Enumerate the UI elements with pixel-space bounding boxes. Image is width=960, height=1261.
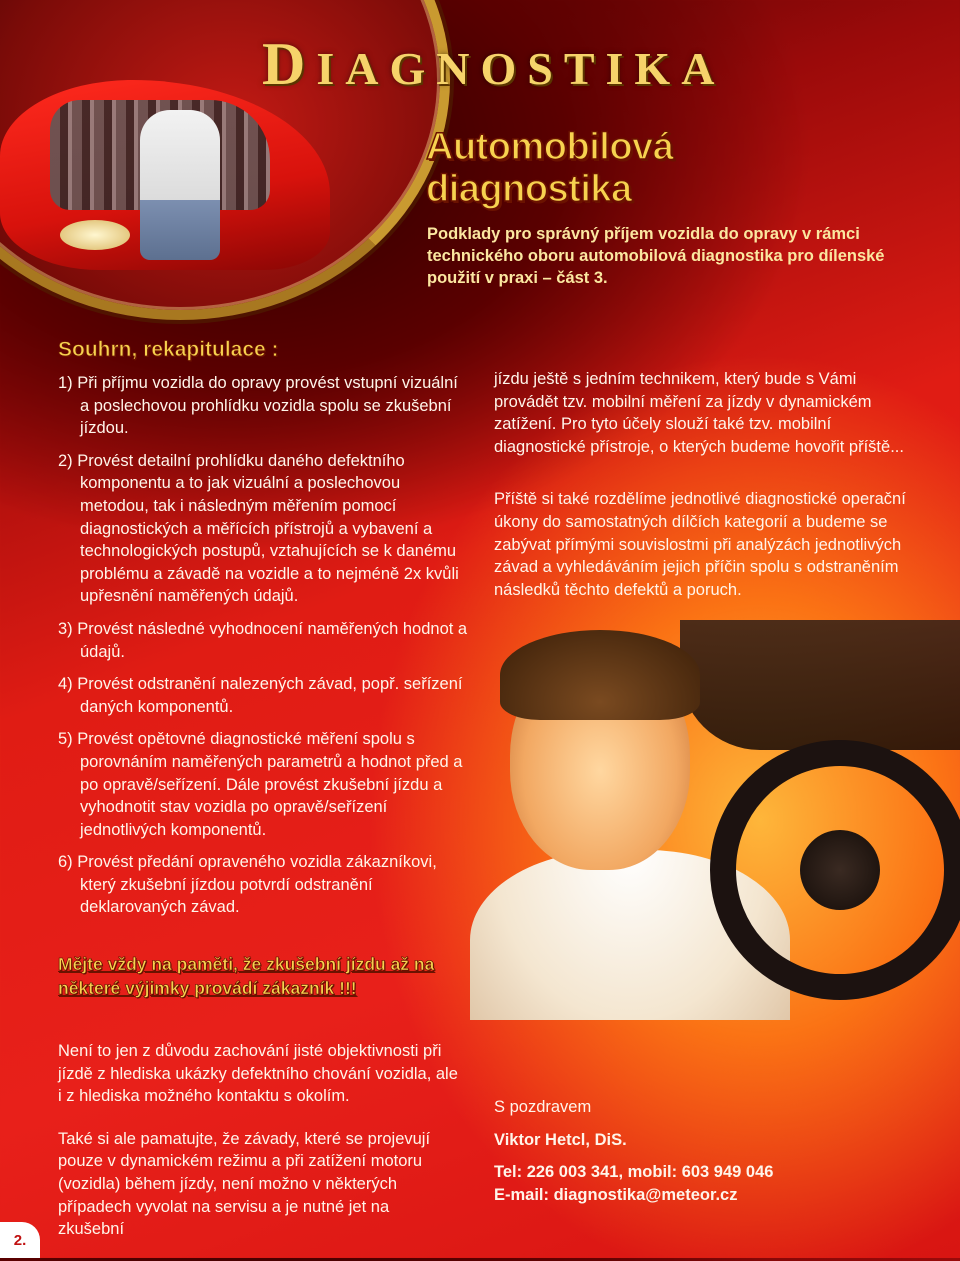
mechanic-figure — [140, 110, 220, 260]
headlight-graphic — [60, 220, 130, 250]
warning-note: Mějte vždy na paměti, že zkušební jízdu až na některé výjimky provádí zákazník !!! — [58, 954, 435, 998]
bottom-paragraph: Není to jen z důvodu zachování jisté objektivnosti při jízdě z hlediska ukázky defektního chování vozidla, ale i z hlediska možného kontaktu s okolím. — [58, 1042, 458, 1106]
right-column — [494, 368, 914, 631]
summary-item: 3) Provést následné vyhodnocení naměřených hodnot a údajů. — [58, 619, 468, 661]
summary-item: 1) Při příjmu vozidla do opravy provést vstupní vizuální a poslechovou prohlídku vozidla spolu se zkušební jízdou. — [58, 374, 458, 438]
right-paragraph: jízdu ještě s jedním technikem, který bude s Vámi provádět tzv. mobilní měření za jízdy v dynamickém zatížení. Pro tyto účely slouží také tzv. mobilní diagnostické přístroje, o kterých budeme hovořit příště... — [494, 370, 904, 456]
summary-item: 2) Provést detailní prohlídku daného defektního komponentu a to jak vizuální a poslechovou metodou, tak i následným měřením pomocí diagnostických a měřících přístrojů a vybavení a technologických postupů, vztahujících se k danému problému a závadě na vozidle a to nejméně 2x kvůli upřesnění naměřených údajů. — [58, 451, 459, 606]
steering-hub-graphic — [800, 830, 880, 910]
article-headline: Automobilová diagnostika — [426, 126, 674, 210]
page-number: 2. — [0, 1222, 40, 1258]
summary-list — [58, 372, 468, 919]
section-header-title: DIAGNOSTIKA — [262, 31, 726, 97]
bottom-paragraph: Také si ale pamatujte, že závady, které se projevují pouze v dynamickém režimu a při zatížení motoru (vozidla) během jízdy, není možno v některých případech vyvolat na servisu a je nutné jet na zkušební — [58, 1129, 431, 1239]
author-name: Viktor Hetcl, DiS. — [494, 1130, 627, 1149]
contact-phone: Tel: 226 003 341, mobil: 603 949 046 — [494, 1163, 774, 1182]
driver-photo — [470, 620, 960, 1020]
driver-hair-graphic — [500, 630, 700, 720]
bottom-text — [58, 1040, 458, 1261]
signoff-greeting: S pozdravem — [494, 1098, 592, 1116]
contact-email: E-mail: diagnostika@meteor.cz — [494, 1185, 738, 1204]
right-paragraph: Příště si také rozdělíme jednotlivé diagnostické operační úkony do samostatných dílčích kategorií a budeme se zabývat přímými souvislostmi při analýzách jednotlivých závad a vyhledáváním jejich příčin spolu s odstraněním následků těchto defektů a poruch. — [494, 490, 906, 599]
summary-item: 5) Provést opětovné diagnostické měření spolu s porovnáním naměřených parametrů a hodnot před a po opravě/seřízení. Dále provést zkušební jízdu a vyhodnotit stav vozidla po opravě/seřízení jednotlivých komponentů. — [58, 730, 463, 839]
summary-title: Souhrn, rekapitulace : — [58, 338, 279, 361]
signoff-block — [494, 1096, 914, 1206]
summary-item: 6) Provést předání opraveného vozidla zákazníkovi, který zkušební jízdou potvrdí odstranění deklarovaných závad. — [58, 853, 437, 917]
summary-item: 4) Provést odstranění nalezených závad, popř. seřízení daných komponentů. — [58, 675, 463, 716]
summary-column — [58, 372, 468, 929]
article-lead: Podklady pro správný příjem vozidla do opravy v rámci technického oboru automobilová diagnostika pro dílenské použití v praxi – část 3. — [427, 225, 885, 287]
dashboard-graphic — [680, 620, 960, 750]
